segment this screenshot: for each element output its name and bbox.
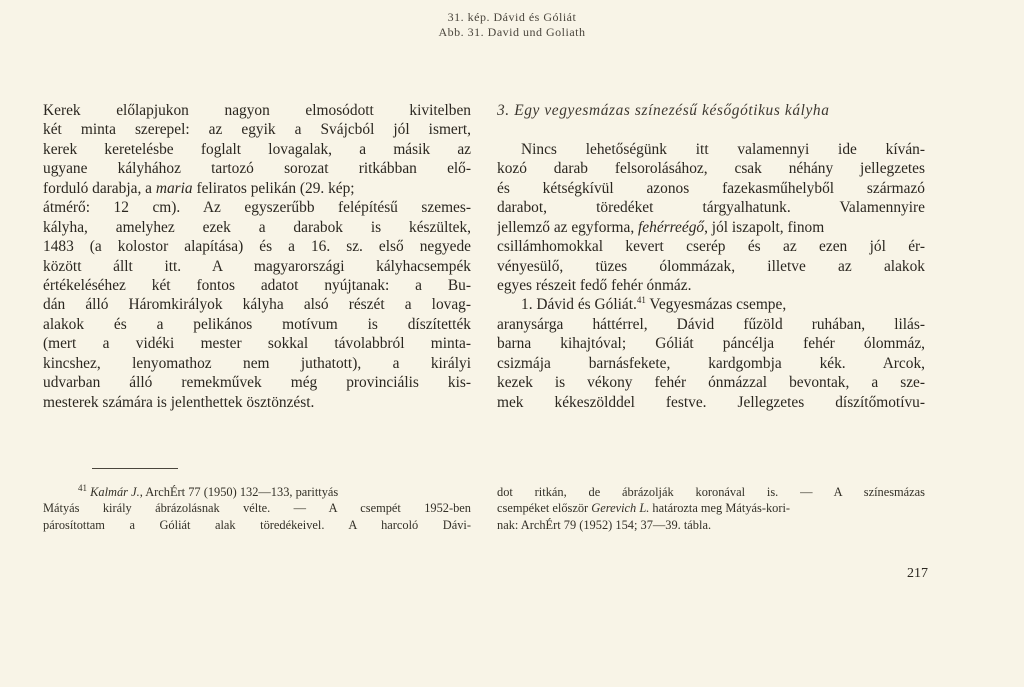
footnote-line: [497, 500, 925, 516]
text-line: Nincs lehetőségünk itt valamennyi ide kíván-: [521, 140, 925, 158]
text-segment: , jól iszapolt, finom: [704, 218, 825, 236]
left-text-column: [43, 101, 471, 412]
text-segment: Vegyesmázas csempe,: [645, 296, 787, 314]
text-line: alakok és a pelikános motívum is díszítették: [43, 315, 471, 333]
caption-hungarian: 31. kép. Dávid és Góliát: [447, 10, 577, 24]
text-segment: jellemző az egyforma,: [497, 218, 639, 236]
fehérreégő-term: fehérreégő: [638, 218, 705, 236]
footnote-line: dot ritkán, de ábrázolják koronával is. — A színesmázas: [497, 485, 925, 499]
text-line: értékeléséhez két fontos adatot nyújtanak: a Bu-: [43, 276, 471, 294]
text-line: csillámhomokkal kevert cserép és az ezen jól ér-: [497, 238, 925, 256]
text-line: kozó darab felsorolásához, csak néhány jellegzetes: [497, 160, 925, 178]
footnote-author: Kalmár J.: [90, 485, 140, 499]
text-line: kerek keretelésbe foglalt lovagalak, a másik az: [43, 140, 471, 158]
text-segment: feliratos pelikán (29. kép;: [192, 179, 355, 197]
text-line: vényesülő, tüzes ólommázak, illetve az alakok: [497, 257, 925, 275]
footnote-line: nak: ArchÉrt 79 (1952) 154; 37—39. tábla.: [497, 517, 712, 532]
item-heading: 1. Dávid és Góliát.: [521, 296, 637, 314]
text-line: [497, 295, 925, 314]
text-line: [497, 218, 925, 237]
text-line: ugyane kályhához tartozó sorozat ritkábban elő-: [43, 160, 471, 178]
footnote-right: [497, 484, 925, 533]
text-line: csizmája barnásfekete, kardgombja kék. Arcok,: [497, 354, 925, 372]
text-line: (mert a vidéki mester sokkal távolabbról minta-: [43, 335, 471, 353]
footnote-number: 41: [78, 484, 87, 493]
text-line: mek kékeszölddel festve. Jellegzetes díszítőmotívu-: [497, 393, 925, 411]
footnote-ref: 41: [636, 295, 646, 306]
footnote-line: párosítottam a Góliát alak töredékeivel. A harcoló Dávi-: [43, 517, 471, 532]
text-line: aranysárga háttérrel, Dávid fűzöld ruhában, lilás-: [497, 315, 925, 333]
figure-caption: [0, 10, 1024, 40]
footnote-author: Gerevich L.: [591, 501, 650, 516]
text-line: egyes részeit fedő fehér ónmáz.: [497, 276, 692, 294]
text-segment: , ArchÉrt 77 (1950) 132—133, parittyás: [139, 485, 339, 499]
section-title: 3. Egy vegyesmázas színezésű későgótikus kályha: [497, 102, 830, 119]
footnote-left: [43, 484, 471, 533]
text-line: kályha, amelyhez ezek a darabok is készültek,: [43, 218, 471, 236]
text-line: és kétségkívül azonos fazekasműhelyből származó: [497, 179, 925, 197]
maria-inscription: maria: [155, 179, 193, 197]
text-line: Kerek előlapjukon nagyon elmosódott kivitelben: [43, 102, 471, 119]
right-text-column: [497, 101, 925, 412]
text-line: két minta szerepel: az egyik a Svájcból jól ismert,: [43, 121, 471, 139]
footnote-divider: [92, 468, 178, 469]
text-line: udvarban álló remekművek még provinciális kis-: [43, 374, 471, 392]
text-segment: határozta meg Mátyás-kori-: [649, 501, 791, 516]
text-line: átmérő: 12 cm). Az egyszerűbb felépítésű szemes-: [43, 199, 471, 217]
text-line: 1483 (a kolostor alapítása) és a 16. sz. első negyede: [43, 238, 471, 256]
text-line: kincshez, lenyomathoz nem juthatott), a királyi: [43, 354, 471, 372]
text-segment: forduló darabja, a: [43, 179, 156, 197]
text-line: között állt itt. A magyarországi kályhacsempék: [43, 257, 471, 275]
text-line: kezek is vékony fehér ónmázzal bevontak, a sze-: [497, 374, 925, 392]
text-segment: csempéket először: [497, 501, 592, 516]
text-line: barna kihajtóval; Góliát páncélja fehér ólommáz,: [497, 335, 925, 353]
text-line: [43, 179, 471, 198]
page-number: 217: [907, 566, 928, 581]
text-line: mesterek számára is jelenthettek ösztönzést.: [43, 393, 315, 411]
footnote-line: [43, 484, 471, 500]
footnote-line: Mátyás király ábrázolásnak vélte. — A csempét 1952-ben: [43, 501, 471, 516]
text-line: dán álló Háromkirályok kályha alsó részét a lovag-: [43, 296, 471, 314]
caption-german: Abb. 31. David und Goliath: [438, 25, 586, 39]
text-line: darabot, töredéket tárgyalhatunk. Valamennyire: [497, 199, 925, 217]
